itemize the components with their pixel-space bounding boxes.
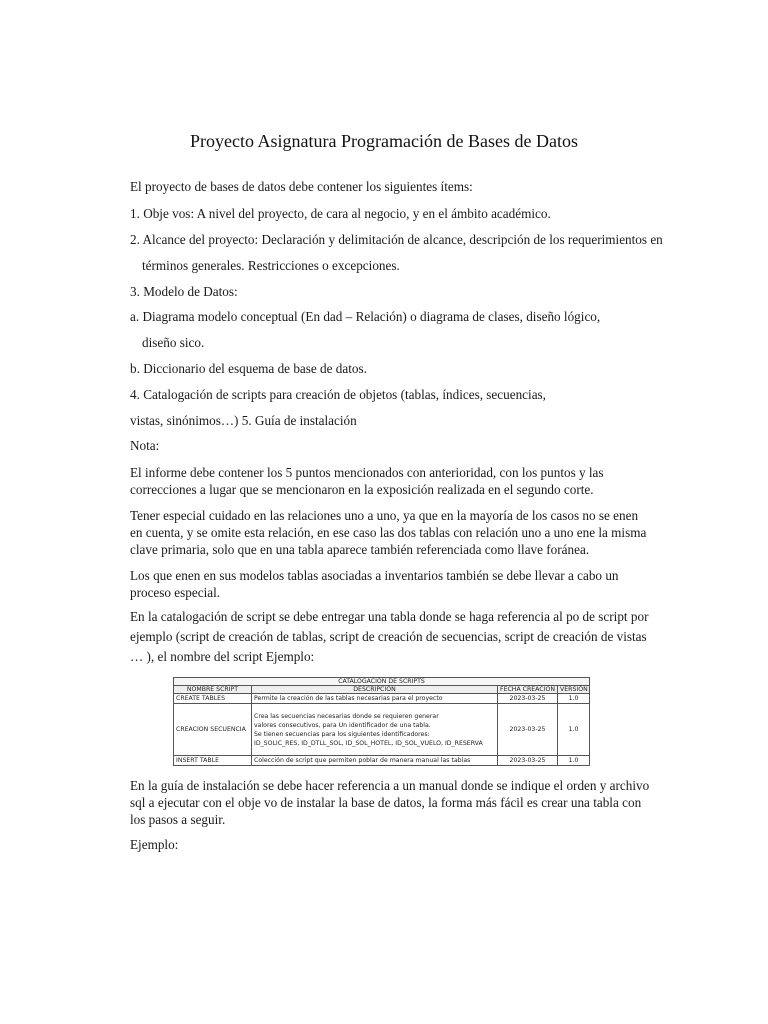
header-version: VERSIÓN <box>558 686 590 694</box>
paragraph-catalogacion-line2: ejemplo (script de creación de tablas, script de creación de secuencias, script de creación de vistas <box>130 629 647 644</box>
cell-version: 1.0 <box>558 704 590 756</box>
item-alcance-line1: 2. Alcance del proyecto: Declaración y delimitación de alcance, descripción de los requerimientos en <box>130 232 663 247</box>
paragraph-guia-instalacion: En la guía de instalación se debe hacer referencia a un manual donde se indique el orden y archivo sql a ejecutar con el obje vo de instalar la base de datos, la forma más fácil es crear una tabla con los pasos a seguir. <box>130 778 650 827</box>
header-nombre-script: NOMBRE SCRIPT <box>174 686 252 694</box>
paragraph-catalogacion-line1: En la catalogación de script se debe entregar una tabla donde se haga referencia al po de script por <box>130 609 649 624</box>
paragraph-catalogacion-line3: … ), el nombre del script Ejemplo: <box>130 649 315 664</box>
cell-version: 1.0 <box>558 694 590 704</box>
document-title: Proyecto Asignatura Programación de Bases de Datos <box>190 131 578 151</box>
table-row <box>174 704 590 756</box>
desc-line: Permite la creación de las tablas necesarias para el proyecto <box>254 695 443 702</box>
table-row <box>174 694 590 704</box>
desc-line: Colección de script que permiten poblar de manera manual las tablas <box>254 757 471 764</box>
nota-label: Nota: <box>130 438 160 453</box>
item-objetivos: 1. Obje vos: A nivel del proyecto, de cara al negocio, y en el ámbito académico. <box>130 206 551 221</box>
cell-desc <box>252 756 498 766</box>
header-descripcion: DESCRIPCIÓN <box>252 686 498 694</box>
item-catalogacion-line1: 4. Catalogación de scripts para creación de objetos (tablas, índices, secuencias, <box>130 387 546 402</box>
cell-name: CREATE TABLES <box>174 694 252 704</box>
scripts-catalog-table <box>173 677 590 766</box>
paragraph-inventarios: Los que enen en sus modelos tablas asociadas a inventarios también se debe llevar a cabo un proceso especial. <box>130 568 619 600</box>
item-catalogacion-line2: vistas, sinónimos…) 5. Guía de instalación <box>130 413 357 428</box>
cell-name: INSERT TABLE <box>174 756 252 766</box>
desc-line: ID_SOLIC_RES, ID_DTLL_SOL, ID_SOL_HOTEL, ID_SOL_VUELO, ID_RESERVA <box>254 739 483 747</box>
item-modelo-datos: 3. Modelo de Datos: <box>130 284 238 299</box>
item-diccionario: b. Diccionario del esquema de base de datos. <box>130 361 367 376</box>
cell-date: 2023-03-25 <box>498 756 558 766</box>
table-row <box>174 756 590 766</box>
cell-date: 2023-03-25 <box>498 704 558 756</box>
header-fecha-creacion: FECHA CREACIÓN <box>498 686 558 694</box>
paragraph-informe: El informe debe contener los 5 puntos mencionados con anterioridad, con los puntos y las correcciones a lugar que se mencionaron en la exposición realizada en el segundo corte. <box>130 465 604 497</box>
ejemplo-label: Ejemplo: <box>130 837 179 852</box>
cell-desc <box>252 694 498 704</box>
desc-line: Crea las secuencias necesarias donde se requieren generar <box>254 712 439 720</box>
cell-version: 1.0 <box>558 756 590 766</box>
item-diagrama-line1: a. Diagrama modelo conceptual (En dad – Relación) o diagrama de clases, diseño lógico, <box>130 309 601 324</box>
table-caption: CATALOGACIÓN DE SCRIPTS <box>174 678 590 686</box>
item-diagrama-line2: diseño sico. <box>142 335 205 350</box>
desc-line: valores consecutivos, para Un identificador de una tabla. <box>254 721 431 729</box>
paragraph-relaciones: Tener especial cuidado en las relaciones uno a uno, ya que en la mayoría de los casos no se enen en cuenta, y se omite esta relación, en ese caso las dos tablas con relación uno a uno ene la misma clave primaria, solo que en una tabla aparece también referenciada como llave foránea. <box>130 508 647 557</box>
cell-desc <box>252 704 498 756</box>
cell-name: CREACION SECUENCIA <box>174 704 252 756</box>
desc-line: Se tienen secuencias para los siguientes identificadores: <box>254 730 430 738</box>
intro-text: El proyecto de bases de datos debe contener los siguientes ítems: <box>130 179 473 194</box>
item-alcance-line2: términos generales. Restricciones o excepciones. <box>142 258 400 273</box>
cell-date: 2023-03-25 <box>498 694 558 704</box>
